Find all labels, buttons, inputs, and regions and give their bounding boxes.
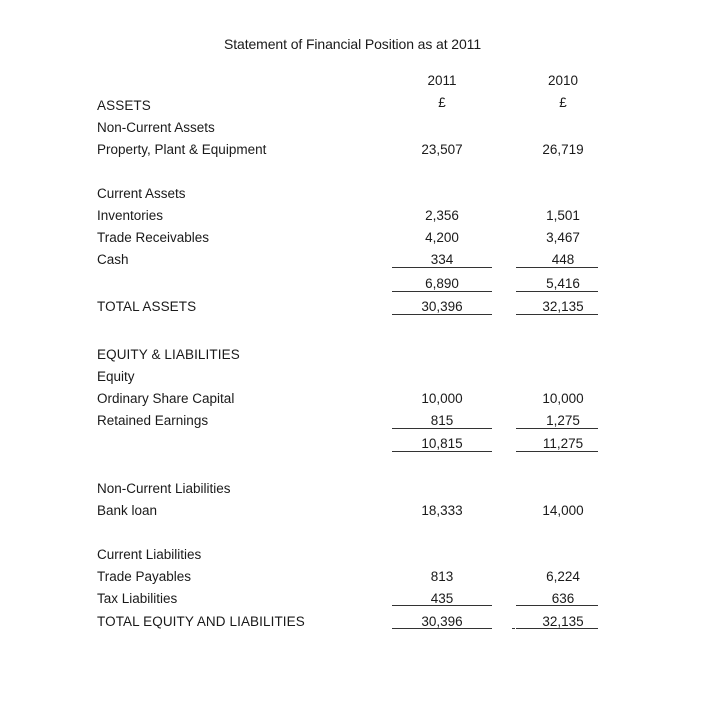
value-2011: 4,200 (425, 230, 459, 245)
row-label: TOTAL EQUITY AND LIABILITIES (97, 614, 305, 629)
underline-rule (392, 451, 492, 452)
column-year-2010: 2010 (547, 73, 579, 88)
underline-rule (516, 267, 598, 268)
value-2010: 6,224 (546, 569, 580, 584)
assets-heading: ASSETS (97, 98, 151, 113)
value-2010: 14,000 (542, 503, 584, 518)
subtotal-2010: 11,275 (542, 436, 584, 451)
subtotal-2011: 6,890 (425, 276, 459, 291)
subtotal-2010: 5,416 (546, 276, 580, 291)
underline-rule (392, 267, 492, 268)
value-2011: 334 (430, 252, 454, 267)
row-label: Ordinary Share Capital (97, 391, 235, 406)
underline-rule (516, 428, 598, 429)
underline-rule (516, 451, 598, 452)
stray-dash-mark (512, 628, 515, 629)
subtotal-2011: 10,815 (421, 436, 463, 451)
underline-rule (516, 605, 598, 606)
row-label: Inventories (97, 208, 164, 223)
value-2011: 813 (430, 569, 454, 584)
document-title: Statement of Financial Position as at 2011 (223, 36, 482, 52)
value-2010: 3,467 (546, 230, 580, 245)
current-liabilities-heading: Current Liabilities (97, 547, 202, 562)
column-unit-2011: £ (438, 95, 446, 110)
current-assets-heading: Current Assets (97, 186, 186, 201)
total-2011: 30,396 (421, 614, 463, 629)
non-current-liabilities-heading: Non-Current Liabilities (97, 481, 231, 496)
value-2010: 448 (551, 252, 575, 267)
underline-rule (392, 628, 492, 629)
underline-rule (392, 605, 492, 606)
row-label: Cash (97, 252, 129, 267)
underline-rule (392, 291, 492, 292)
value-2011: 23,507 (421, 142, 463, 157)
column-year-2011: 2011 (427, 73, 457, 88)
value-2011: 10,000 (421, 391, 463, 406)
row-label: Trade Receivables (97, 230, 210, 245)
value-2010: 636 (551, 591, 575, 606)
row-label: Bank loan (97, 503, 158, 518)
value-2010: 10,000 (542, 391, 584, 406)
row-label: TOTAL ASSETS (97, 299, 197, 314)
value-2011: 435 (430, 591, 454, 606)
underline-rule (516, 291, 598, 292)
value-2010: 1,275 (546, 413, 580, 428)
column-unit-2010: £ (559, 95, 567, 110)
total-2010: 32,135 (542, 614, 584, 629)
row-label: Retained Earnings (97, 413, 209, 428)
row-label: Property, Plant & Equipment (97, 142, 267, 157)
row-label: Trade Payables (97, 569, 192, 584)
underline-rule (516, 628, 598, 629)
underline-rule (516, 314, 598, 315)
value-2011: 2,356 (425, 208, 459, 223)
non-current-assets-heading: Non-Current Assets (97, 120, 215, 135)
value-2011: 18,333 (421, 503, 463, 518)
value-2011: 815 (430, 413, 454, 428)
underline-rule (392, 428, 492, 429)
underline-rule (392, 314, 492, 315)
row-label: Tax Liabilities (97, 591, 178, 606)
equity-liabilities-heading: EQUITY & LIABILITIES (97, 347, 240, 362)
value-2010: 1,501 (546, 208, 580, 223)
value-2010: 26,719 (542, 142, 584, 157)
total-2010: 32,135 (542, 299, 584, 314)
total-2011: 30,396 (421, 299, 463, 314)
equity-heading: Equity (97, 369, 135, 384)
